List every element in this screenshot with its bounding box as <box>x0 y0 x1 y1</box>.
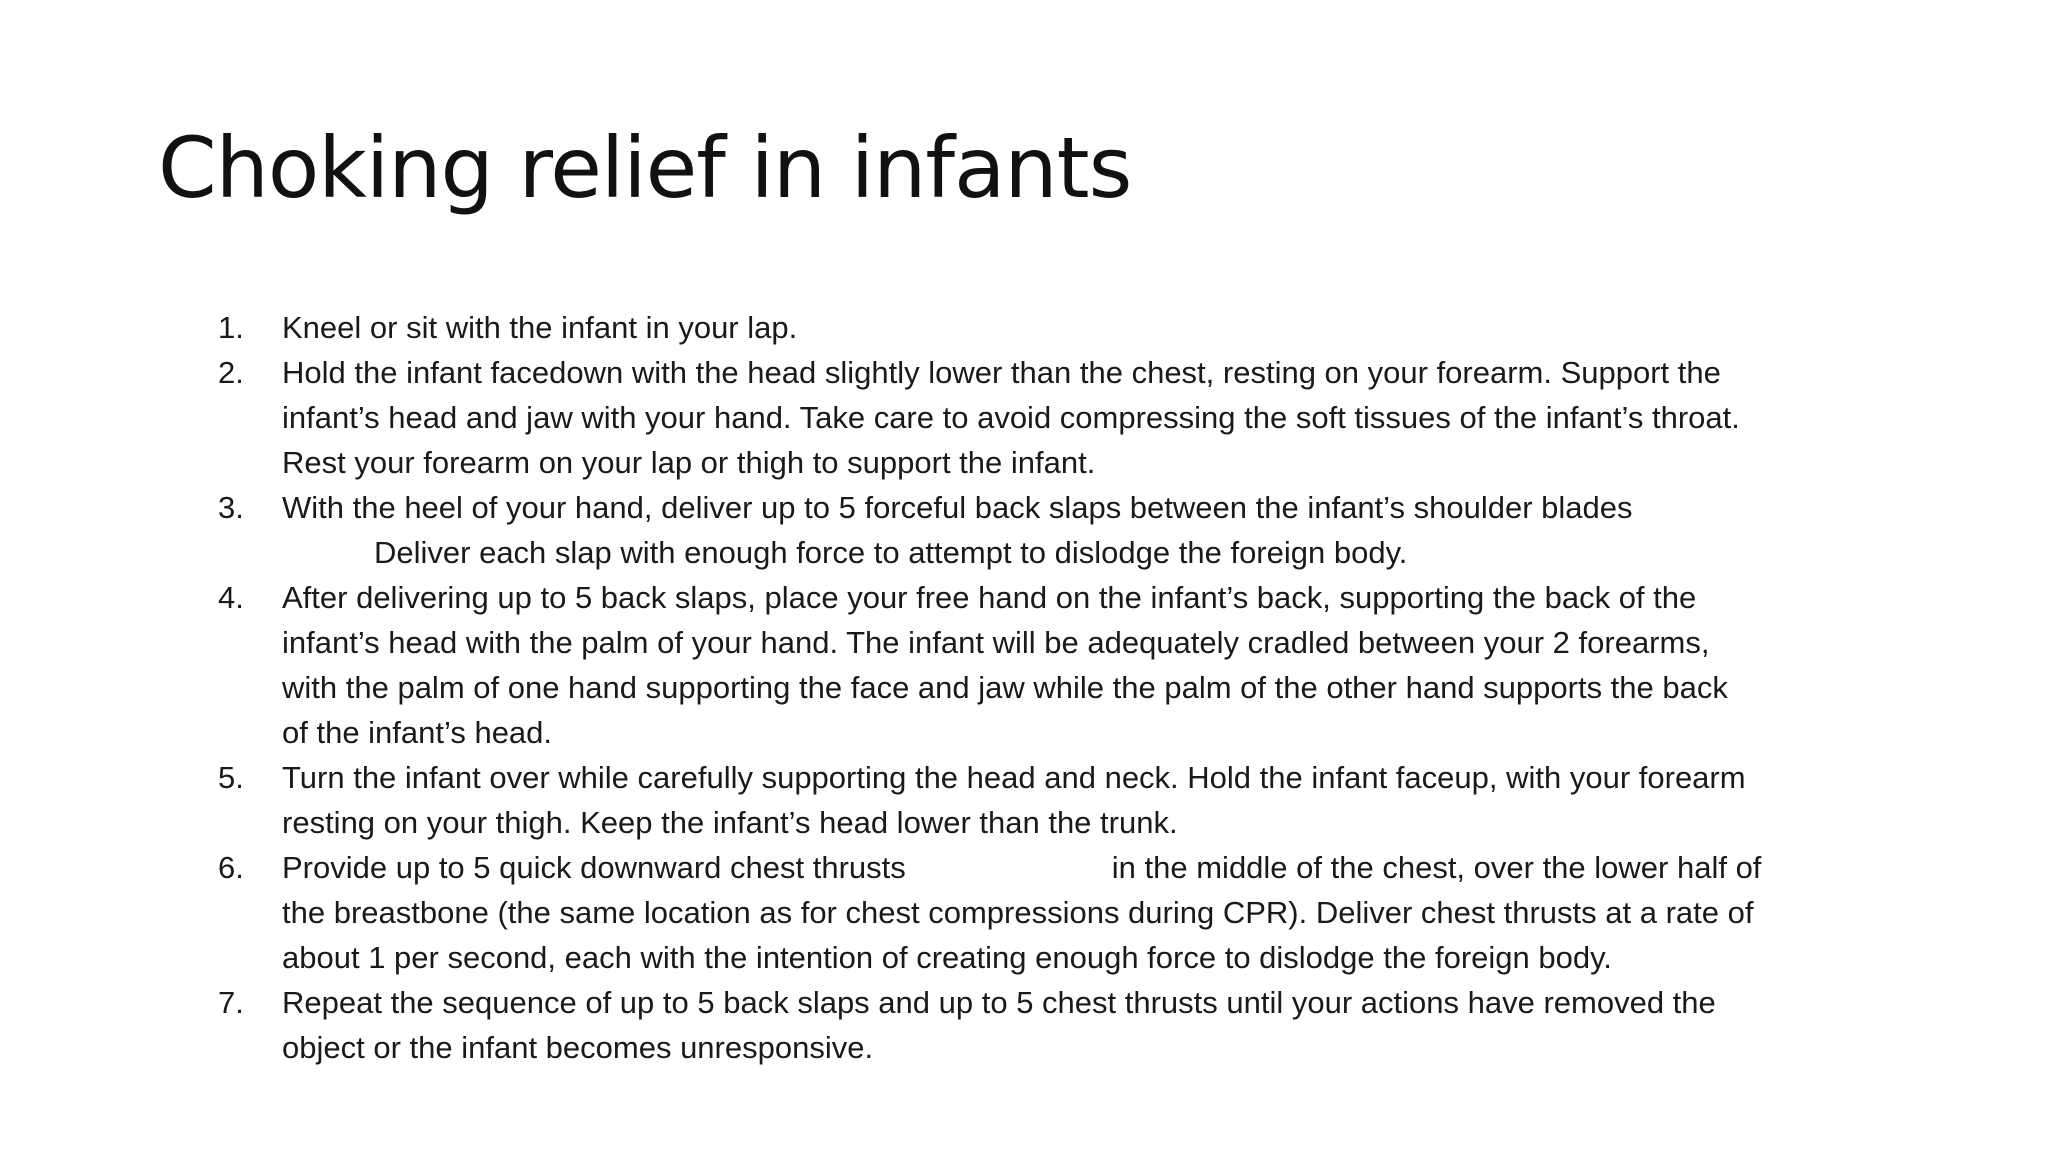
step-text-line: the breastbone (the same location as for chest compressions during CPR). Deliver chest thrusts at a rate of <box>282 895 1754 930</box>
step-number: 6. <box>218 850 244 885</box>
step-text-line: Kneel or sit with the infant in your lap. <box>282 310 798 345</box>
list-item <box>218 350 1918 485</box>
list-item <box>218 575 1918 755</box>
step-text-fragment: Provide up to 5 quick downward chest thrusts <box>282 850 906 885</box>
step-number: 2. <box>218 355 244 390</box>
step-text-line: infant’s head and jaw with your hand. Take care to avoid compressing the soft tissues of the infant’s throat. <box>282 400 1740 435</box>
steps-list <box>218 305 1918 1070</box>
step-text-line: of the infant’s head. <box>282 715 553 750</box>
step-text-fragment: in the middle of the chest, over the lower half of <box>1111 850 1762 885</box>
step-text-line: Repeat the sequence of up to 5 back slaps and up to 5 chest thrusts until your actions have removed the <box>282 985 1716 1020</box>
list-item <box>218 305 1918 350</box>
step-text-line: Turn the infant over while carefully supporting the head and neck. Hold the infant faceup, with your forearm <box>282 760 1746 795</box>
step-text-line: object or the infant becomes unresponsive. <box>282 1030 874 1065</box>
list-item <box>218 485 1918 575</box>
step-text-line: Hold the infant facedown with the head slightly lower than the chest, resting on your forearm. Support the <box>282 355 1721 390</box>
step-number: 5. <box>218 760 244 795</box>
step-text-line: resting on your thigh. Keep the infant’s head lower than the trunk. <box>282 805 1178 840</box>
step-number: 1. <box>218 310 244 345</box>
list-item <box>218 755 1918 845</box>
step-text-line <box>282 845 1918 890</box>
step-number: 3. <box>218 490 244 525</box>
step-text-line: infant’s head with the palm of your hand. The infant will be adequately cradled between your 2 forearms, <box>282 625 1710 660</box>
step-number: 4. <box>218 580 244 615</box>
step-text-line: With the heel of your hand, deliver up to 5 forceful back slaps between the infant’s shoulder blades <box>282 490 1633 525</box>
step-text-line: Deliver each slap with enough force to attempt to dislodge the foreign body. <box>374 535 1408 570</box>
step-text-line: Rest your forearm on your lap or thigh to support the infant. <box>282 445 1096 480</box>
list-item <box>218 845 1918 980</box>
slide-title: Choking relief in infants <box>158 119 1132 217</box>
step-text-line: After delivering up to 5 back slaps, place your free hand on the infant’s back, supporting the back of the <box>282 580 1697 615</box>
list-item <box>218 980 1918 1070</box>
step-number: 7. <box>218 985 244 1020</box>
step-text-line: with the palm of one hand supporting the face and jaw while the palm of the other hand supports the back <box>282 670 1728 705</box>
step-text-line: about 1 per second, each with the intention of creating enough force to dislodge the foreign body. <box>282 940 1612 975</box>
